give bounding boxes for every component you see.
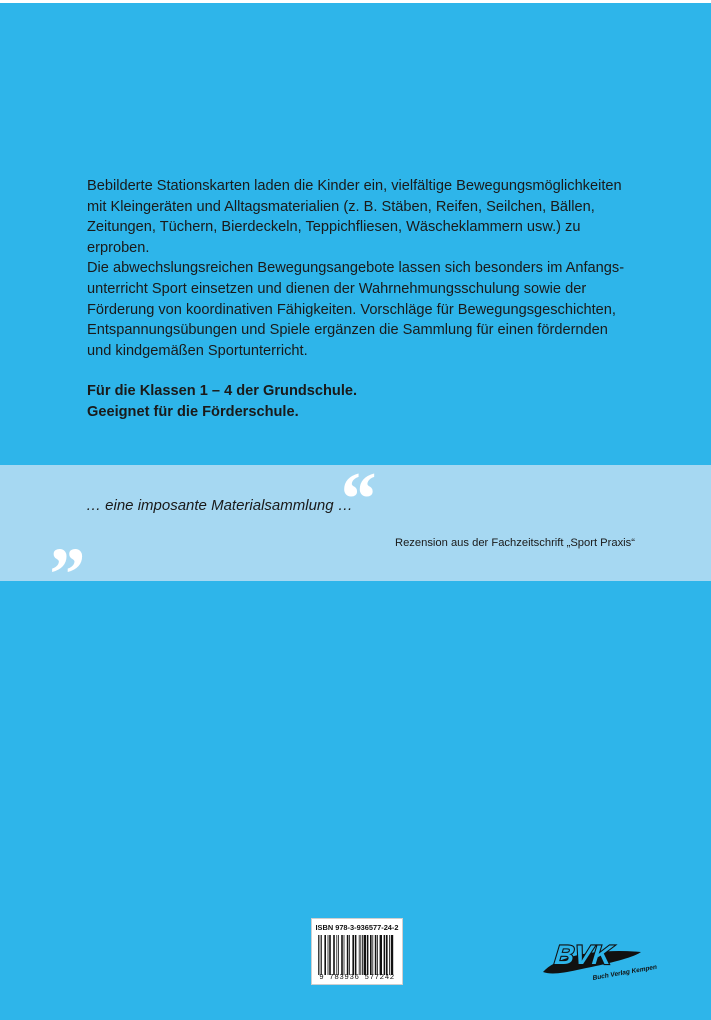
blurb-line: Förderung von koordinativen Fähigkeiten. Vorschläge für Bewegungsgeschichten, [87,301,616,318]
barcode-bar [324,935,326,975]
barcode-bar [341,935,343,975]
barcode-bar [384,935,386,975]
grade-level-line: Für die Klassen 1 – 4 der Grundschule. [87,383,358,400]
barcode-bar [344,935,345,975]
barcode-bar [320,935,321,975]
barcode-bar [391,935,393,975]
barcode-bar [380,935,382,975]
publisher-logo [537,934,658,988]
isbn-barcode [311,918,403,985]
barcode-bar [349,935,350,975]
blurb-paragraph [87,176,627,361]
barcode-bar [389,935,390,975]
barcode-bars [317,935,397,975]
barcode-bar [328,935,329,975]
barcode-bar [375,935,377,975]
blurb-line: unterricht Sport einsetzen und dienen der Wahrnehmungsschulung sowie der [87,280,587,297]
isbn-label: ISBN 978-3-936577-24-2 [315,923,399,932]
logo-tagline: Buch Verlag Kempen [592,963,658,982]
back-cover-blurb [87,176,627,423]
closing-quote-mark: “ [337,457,375,541]
school-type-line: Geeignet für die Förderschule. [87,403,299,420]
publisher-logo-label [537,934,538,935]
bvk-logo-icon [537,934,658,988]
barcode-bar [386,935,388,975]
barcode-bar [359,935,360,975]
opening-quote-mark: „ [52,493,90,577]
barcode-bar [370,935,372,975]
blurb-line: Entspannungsübungen und Spiele ergänzen die Sammlung für einen fördernden [87,322,608,339]
blurb-line: Bebilderte Stationskarten laden die Kinder ein, vielfältige Bewegungsmöglichkeiten [87,178,622,194]
barcode-bar [360,935,361,975]
barcode-bar [329,935,331,975]
blurb-line: erproben. [87,239,150,256]
barcode-bar [372,935,373,975]
barcode-bar [367,935,369,975]
barcode-bar [338,935,339,975]
blurb-line: Zeitungen, Tüchern, Bierdeckeln, Teppichfliesen, Wäscheklammern usw.) zu [87,219,581,236]
barcode-bar [355,935,357,975]
logo-wordmark: BVK [553,939,614,970]
review-quote-text: … eine imposante Materialsammlung … [86,497,353,514]
barcode-bar [362,935,363,975]
barcode-bar [336,935,337,975]
blurb-line: mit Kleingeräten und Alltagsmaterialien (z. B. Stäben, Reifen, Seilchen, Bällen, [87,198,595,215]
barcode-digits: 9 783936 577242 [319,974,395,982]
barcode-bar [352,935,354,975]
blurb-line: und kindgemäßen Sportunterricht. [87,342,308,359]
barcode-bar [318,935,319,975]
top-border-line [0,0,711,3]
barcode-bar [333,935,335,975]
barcode-bar [377,935,378,975]
barcode-bar [347,935,349,975]
barcode-bar [321,935,322,975]
blurb-line: Die abwechslungsreichen Bewegungsangebote lassen sich besonders im Anfangs- [87,260,625,277]
barcode-bar [364,935,366,975]
review-source: Rezension aus der Fachzeitschrift „Sport Praxis“ [394,537,635,549]
target-audience [87,381,627,422]
